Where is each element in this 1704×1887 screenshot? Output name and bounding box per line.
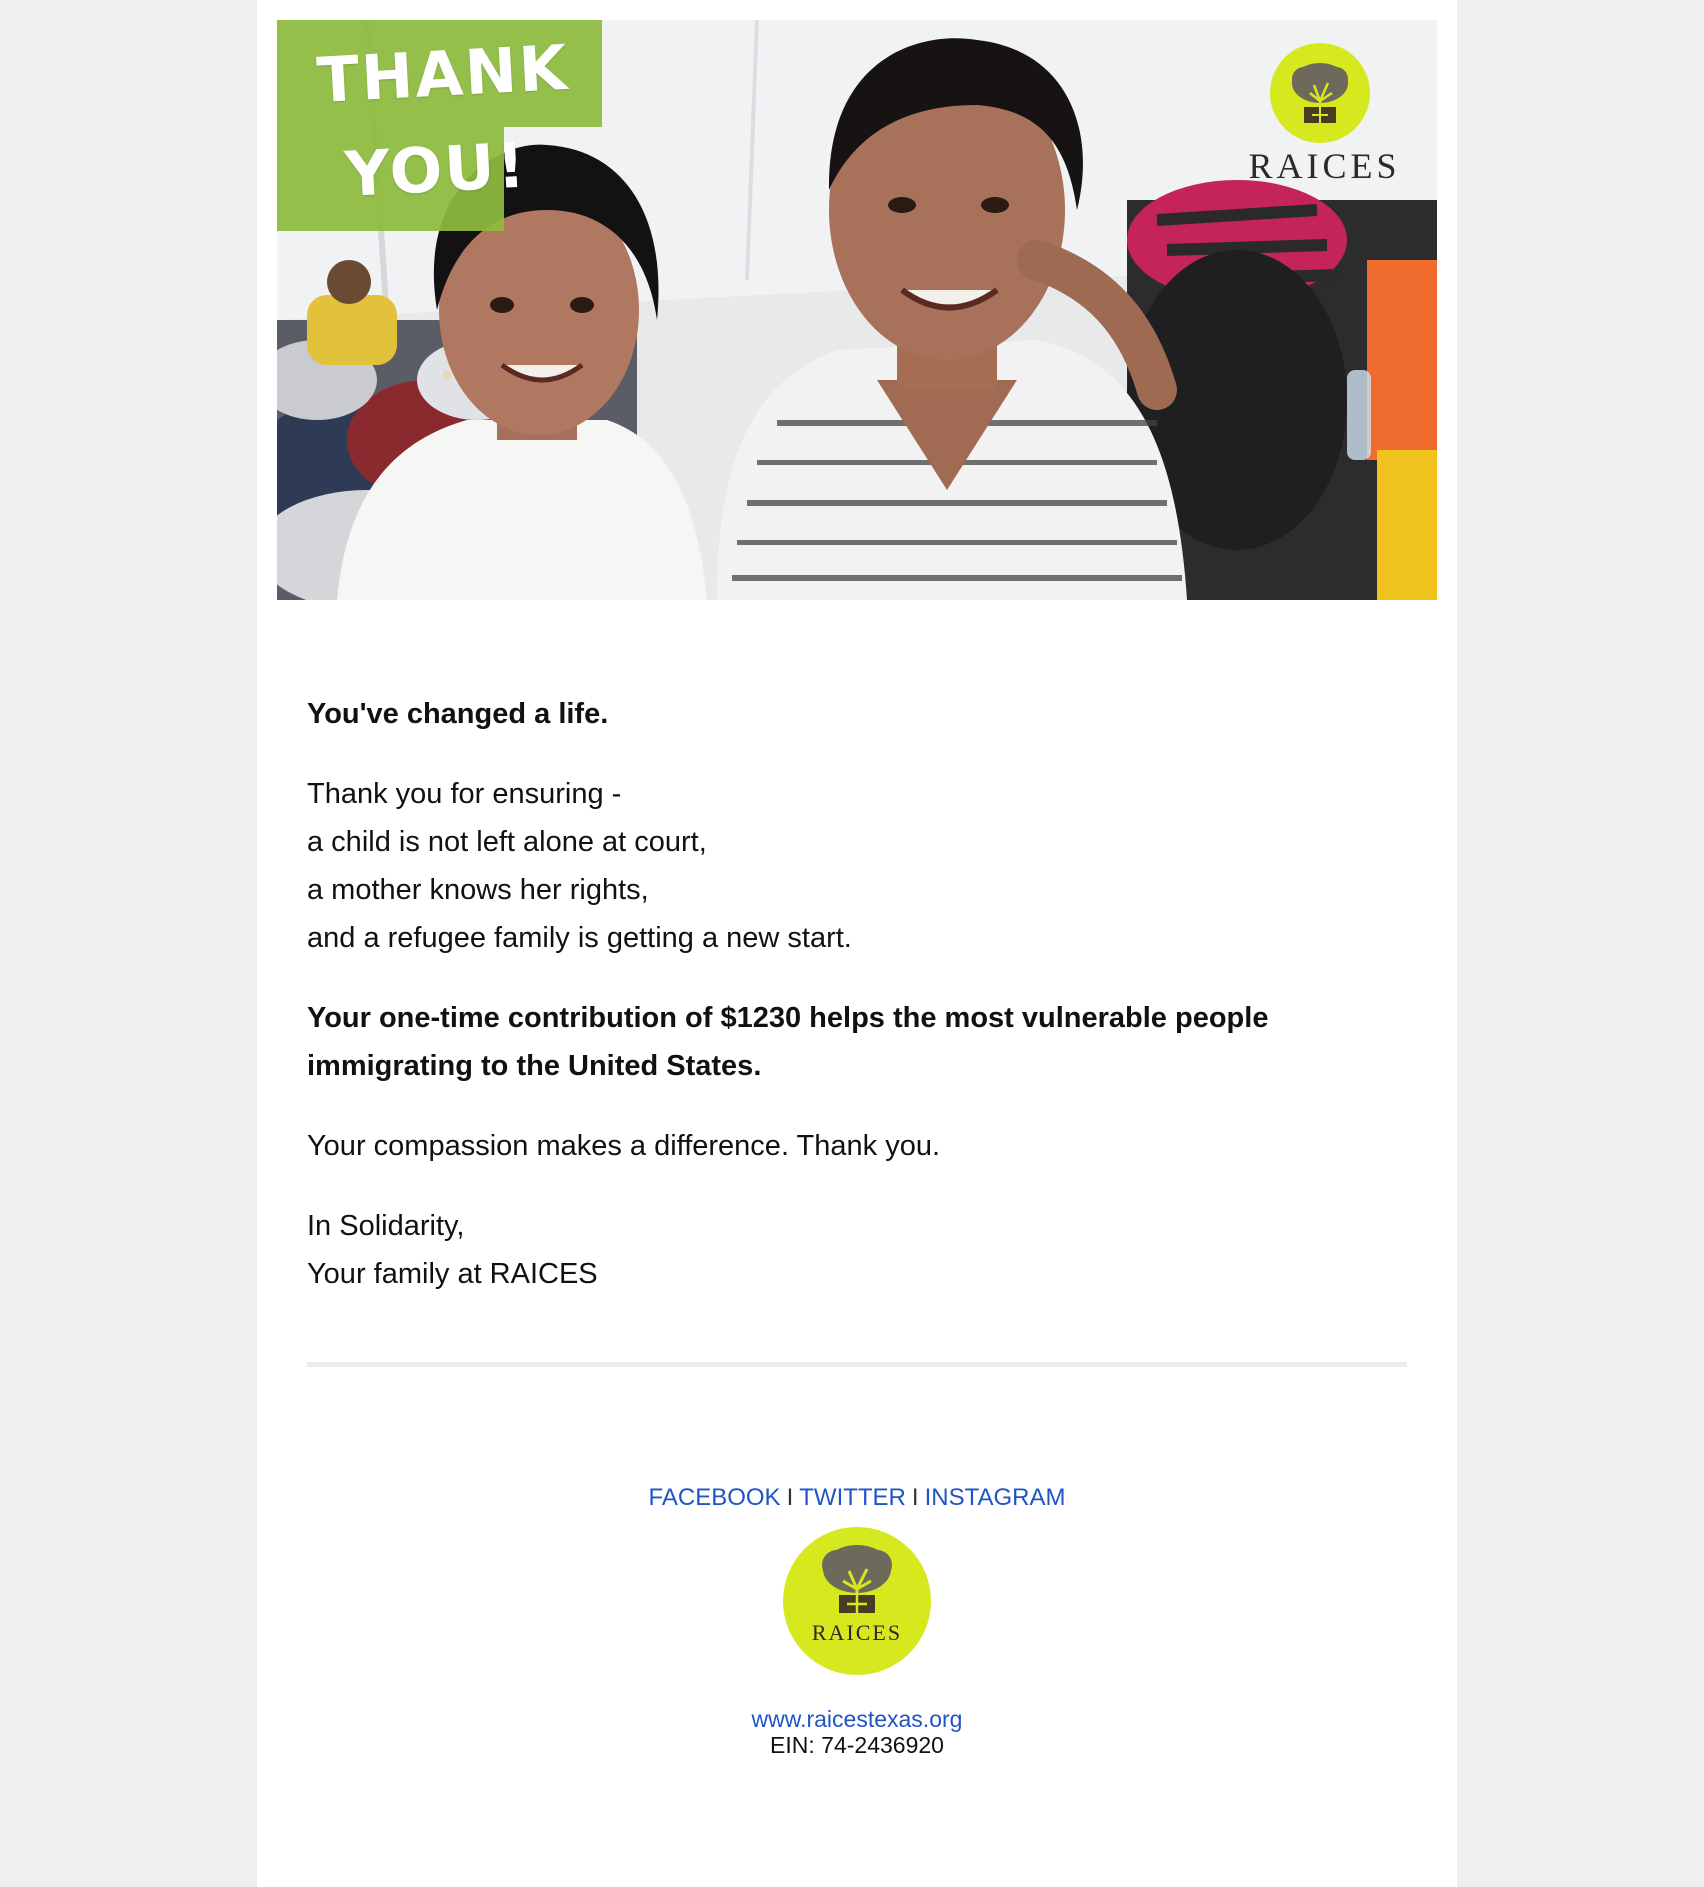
signoff-line: In Solidarity, (307, 1210, 465, 1242)
social-separator: I (911, 1484, 919, 1511)
intro-line: a mother knows her rights, (307, 874, 649, 906)
intro-line: and a refugee family is getting a new start. (307, 922, 852, 954)
signoff-line: Your family at RAICES (307, 1258, 598, 1290)
hero-image (277, 20, 1437, 600)
contribution-statement: Your one-time contribution of $1230 helps the most vulnerable people immigrating to the United States. (307, 1002, 1269, 1082)
compassion-line: Your compassion makes a difference. Thank you. (307, 1130, 941, 1162)
raices-tree-logo-icon (1270, 43, 1370, 143)
facebook-link[interactable]: FACEBOOK (648, 1484, 781, 1511)
thank-you-banner (277, 20, 604, 230)
instagram-link[interactable]: INSTAGRAM (924, 1484, 1066, 1511)
raices-footer-logo-icon[interactable] (783, 1527, 931, 1675)
hero-brand-name: RAICES (1248, 146, 1401, 186)
intro-paragraph (307, 770, 1417, 962)
website-link-row (257, 1706, 1457, 1733)
website-link[interactable]: www.raicestexas.org (751, 1706, 963, 1732)
social-separator: I (786, 1484, 794, 1511)
footer-brand-name: RAICES (811, 1620, 903, 1645)
ein-number: EIN: 74-2436920 (770, 1732, 944, 1758)
email-body (257, 0, 1457, 1887)
intro-line: Thank you for ensuring - (307, 778, 622, 810)
thank-you-line1: THANK (315, 30, 571, 117)
intro-line: a child is not left alone at court, (307, 826, 707, 858)
section-divider (307, 1362, 1407, 1367)
thank-you-line2: YOU! (343, 128, 529, 211)
social-links (257, 1484, 1457, 1512)
message-body (307, 690, 1417, 1330)
headline: You've changed a life. (307, 698, 609, 730)
signoff (307, 1202, 1417, 1298)
twitter-link[interactable]: TWITTER (799, 1484, 906, 1511)
